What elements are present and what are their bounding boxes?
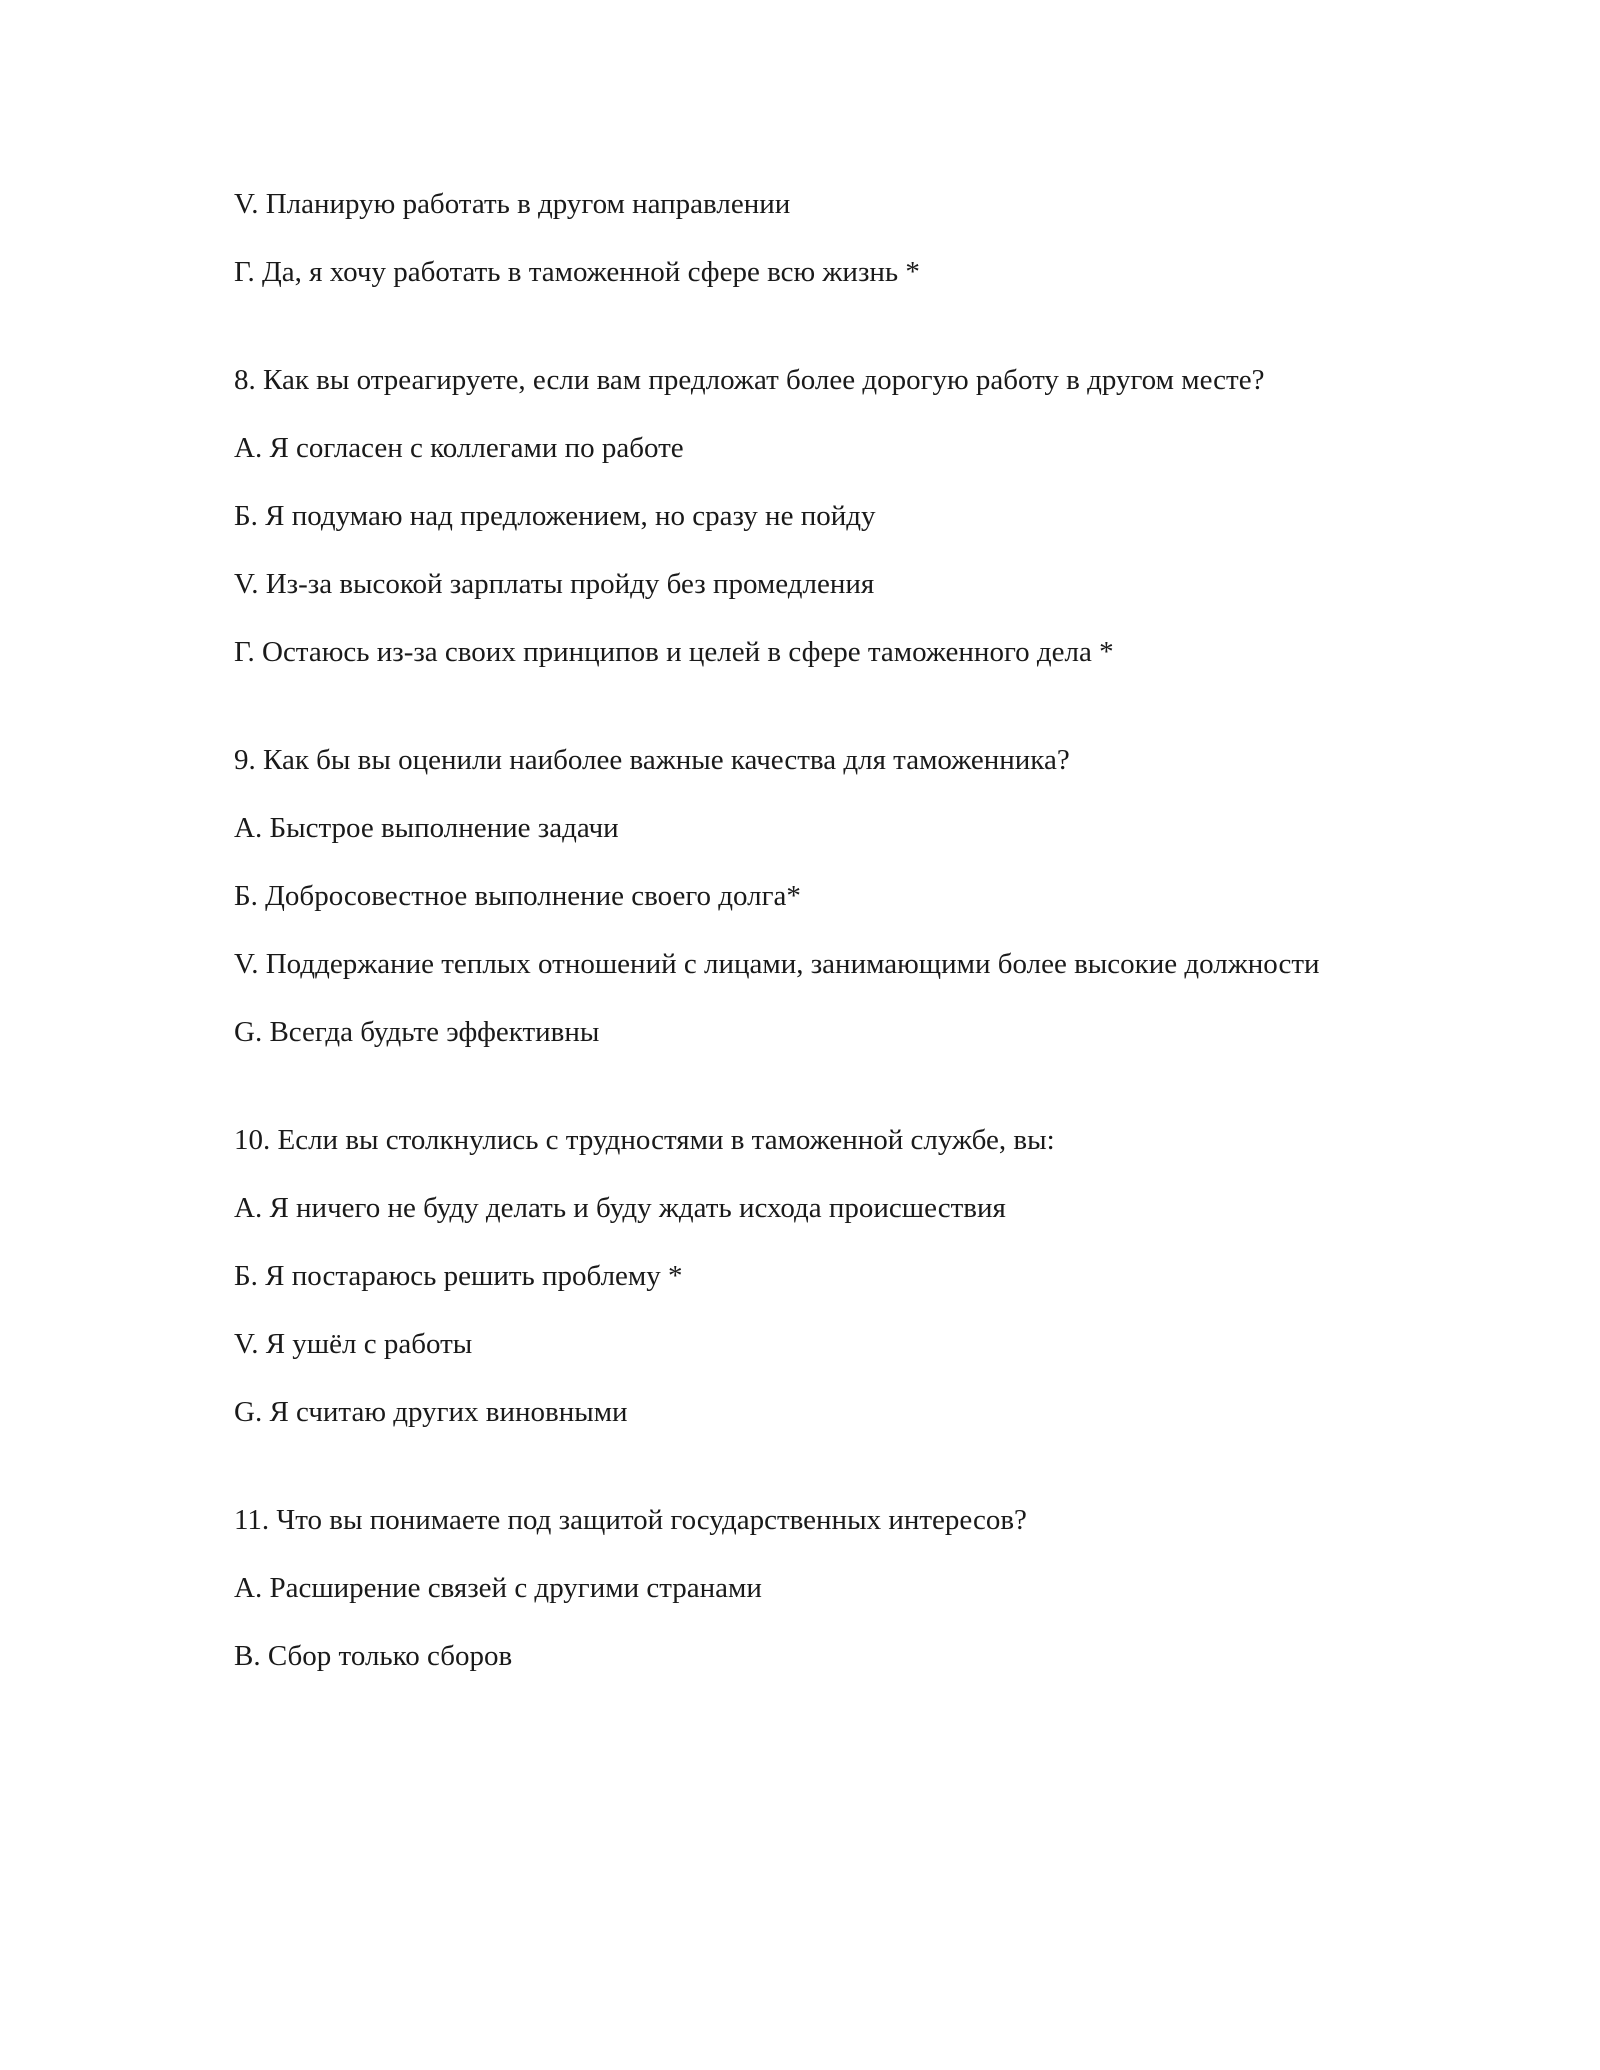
answer-option: V. Я ушёл с работы: [234, 1328, 473, 1360]
answer-option: G. Всегда будьте эффективны: [234, 1016, 600, 1048]
question-text: 9. Как бы вы оценили наиболее важные качества для таможенника?: [234, 744, 1070, 776]
question-text: 10. Если вы столкнулись с трудностями в таможенной службе, вы:: [234, 1124, 1055, 1156]
question-text: 8. Как вы отреагируете, если вам предложат более дорогую работу в другом месте?: [234, 364, 1265, 396]
answer-option: G. Я считаю других виновными: [234, 1396, 628, 1428]
document-body: [234, 183, 1394, 1703]
question-8: [234, 359, 1394, 673]
answer-option: А. Я согласен с коллегами по работе: [234, 432, 684, 464]
answer-option: А. Я ничего не буду делать и буду ждать исхода происшествия: [234, 1192, 1006, 1224]
answer-option: Б. Добросовестное выполнение своего долга*: [234, 880, 801, 912]
previous-question-continuation: [234, 183, 1394, 293]
answer-option: V. Планирую работать в другом направлении: [234, 188, 791, 220]
answer-option: V. Поддержание теплых отношений с лицами, занимающими более высокие должности: [234, 948, 1320, 980]
answer-option: Б. Я постараюсь решить проблему *: [234, 1260, 683, 1292]
answer-option: Г. Да, я хочу работать в таможенной сфере всю жизнь *: [234, 256, 920, 288]
answer-option: А. Быстрое выполнение задачи: [234, 812, 619, 844]
question-10: [234, 1119, 1394, 1433]
question-11: [234, 1499, 1394, 1677]
answer-option: Г. Остаюсь из-за своих принципов и целей в сфере таможенного дела *: [234, 636, 1114, 668]
answer-option: В. Сбор только сборов: [234, 1640, 513, 1672]
answer-option: А. Расширение связей с другими странами: [234, 1572, 762, 1604]
question-9: [234, 739, 1394, 1053]
answer-option: V. Из-за высокой зарплаты пройду без промедления: [234, 568, 875, 600]
question-text: 11. Что вы понимаете под защитой государственных интересов?: [234, 1504, 1027, 1536]
answer-option: Б. Я подумаю над предложением, но сразу не пойду: [234, 500, 876, 532]
